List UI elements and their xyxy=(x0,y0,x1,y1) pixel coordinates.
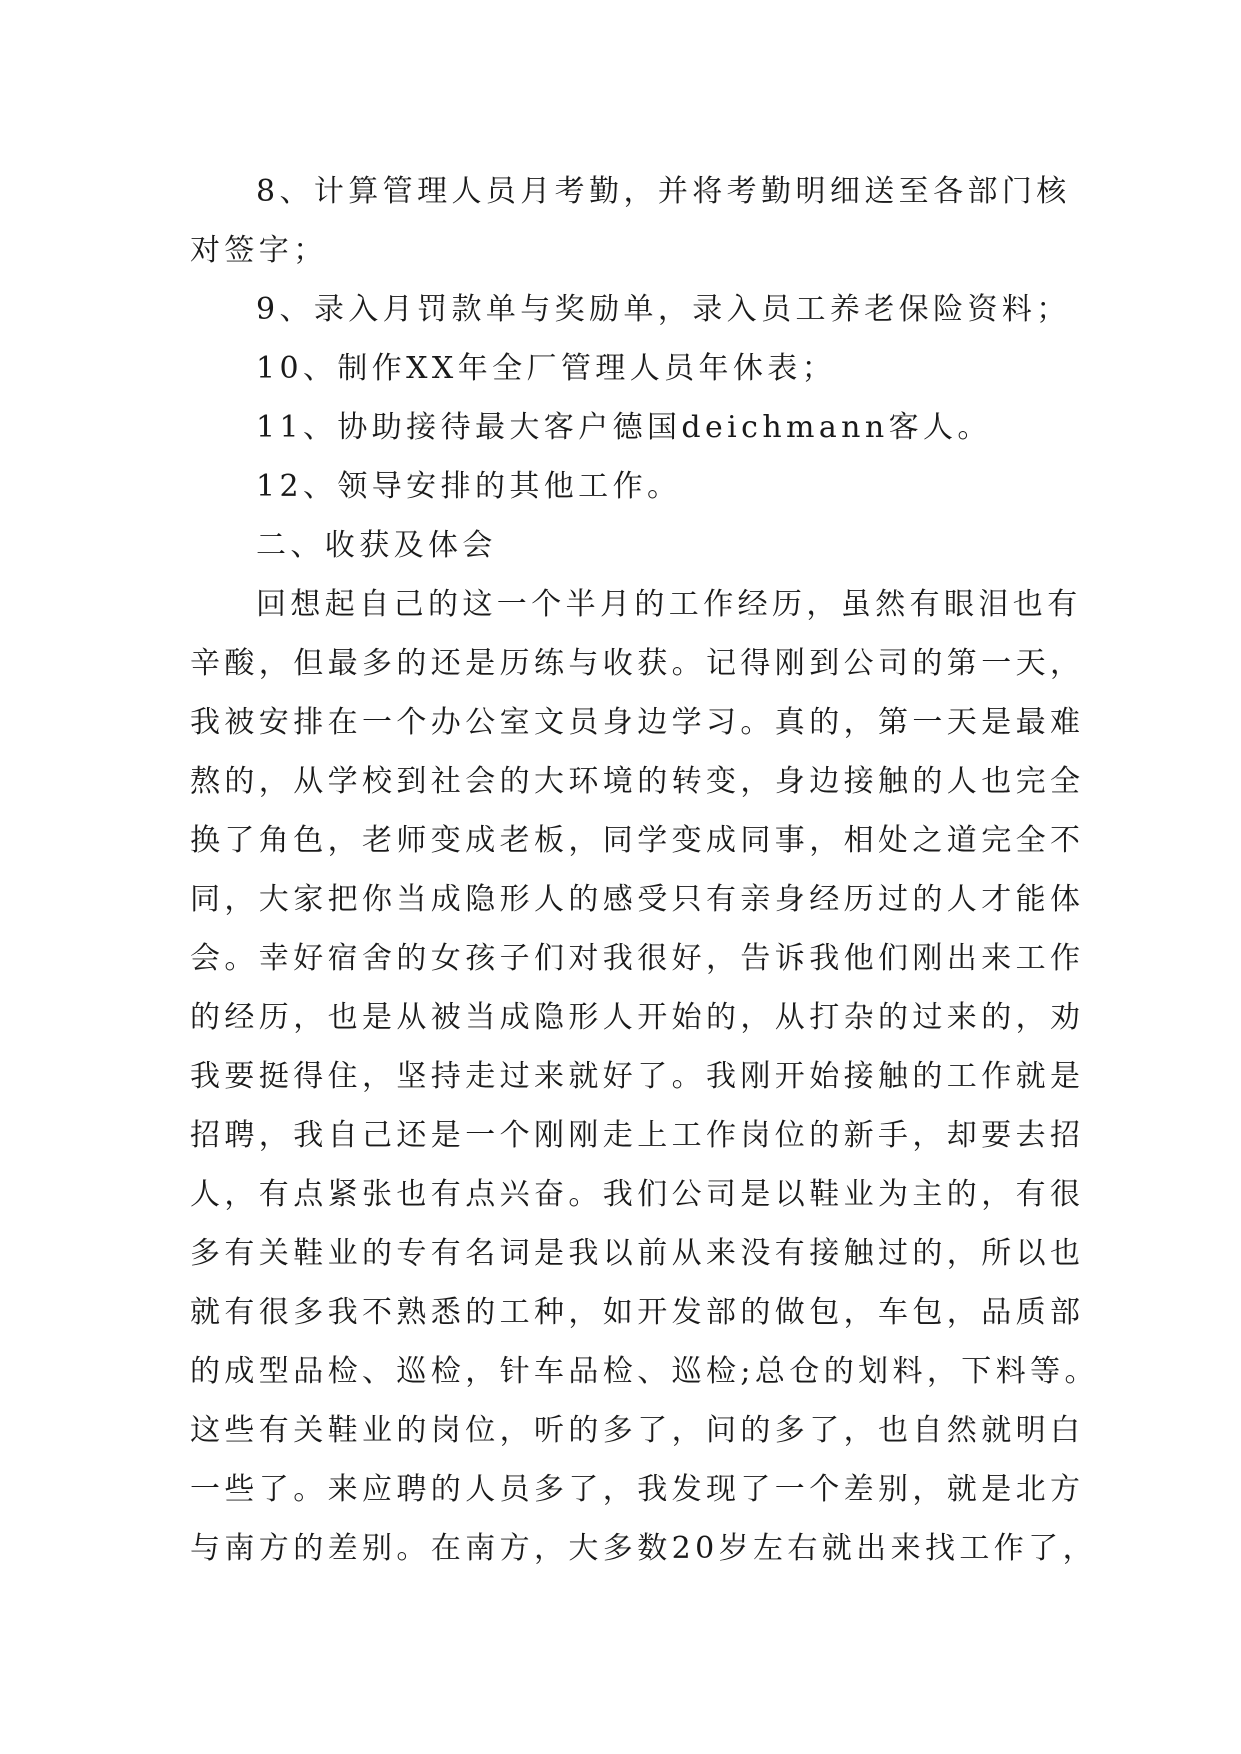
body-paragraph-line: 一些了。来应聘的人员多了，我发现了一个差别，就是北方 xyxy=(190,1472,1085,1507)
body-paragraph-line: 我要挺得住，坚持走过来就好了。我刚开始接触的工作就是 xyxy=(190,1059,1085,1094)
body-paragraph-line: 同，大家把你当成隐形人的感受只有亲身经历过的人才能体 xyxy=(190,882,1085,917)
body-paragraph-line: 辛酸，但最多的还是历练与收获。记得刚到公司的第一天， xyxy=(190,646,1085,681)
section-heading: 二、收获及体会 xyxy=(256,528,497,563)
body-paragraph-line: 多有关鞋业的专有名词是我以前从来没有接触过的，所以也 xyxy=(190,1236,1085,1271)
body-paragraph-line: 就有很多我不熟悉的工种，如开发部的做包，车包，品质部 xyxy=(190,1295,1085,1330)
body-paragraph-line: 回想起自己的这一个半月的工作经历，虽然有眼泪也有 xyxy=(256,587,1082,622)
body-paragraph-line: 与南方的差别。在南方，大多数20岁左右就出来找工作了， xyxy=(190,1531,1097,1566)
body-paragraph-line: 换了角色，老师变成老板，同学变成同事，相处之道完全不 xyxy=(190,823,1085,858)
list-item-12: 12、领导安排的其他工作。 xyxy=(256,469,682,504)
list-item-9: 9、录入月罚款单与奖励单，录入员工养老保险资料； xyxy=(256,292,1071,327)
body-paragraph-line: 我被安排在一个办公室文员身边学习。真的，第一天是最难 xyxy=(190,705,1085,740)
body-paragraph-line: 熬的，从学校到社会的大环境的转变，身边接触的人也完全 xyxy=(190,764,1085,799)
body-paragraph-line: 会。幸好宿舍的女孩子们对我很好，告诉我他们刚出来工作 xyxy=(190,941,1085,976)
body-paragraph-line: 的经历，也是从被当成隐形人开始的，从打杂的过来的，劝 xyxy=(190,1000,1085,1035)
body-paragraph-line: 的成型品检、巡检，针车品检、巡检;总仓的划料，下料等。 xyxy=(190,1354,1099,1389)
body-paragraph-line: 这些有关鞋业的岗位，听的多了，问的多了，也自然就明白 xyxy=(190,1413,1085,1448)
document-body xyxy=(190,162,1099,1578)
list-item-8-line-1: 8、计算管理人员月考勤，并将考勤明细送至各部门核 xyxy=(256,174,1071,209)
list-item-11: 11、协助接待最大客户德国deichmann客人。 xyxy=(256,410,992,445)
body-paragraph-line: 人，有点紧张也有点兴奋。我们公司是以鞋业为主的，有很 xyxy=(190,1177,1085,1212)
list-item-10: 10、制作XX年全厂管理人员年休表； xyxy=(256,351,837,386)
body-paragraph-line: 招聘，我自己还是一个刚刚走上工作岗位的新手，却要去招 xyxy=(190,1118,1085,1153)
list-item-8-line-2: 对签字； xyxy=(190,233,328,268)
